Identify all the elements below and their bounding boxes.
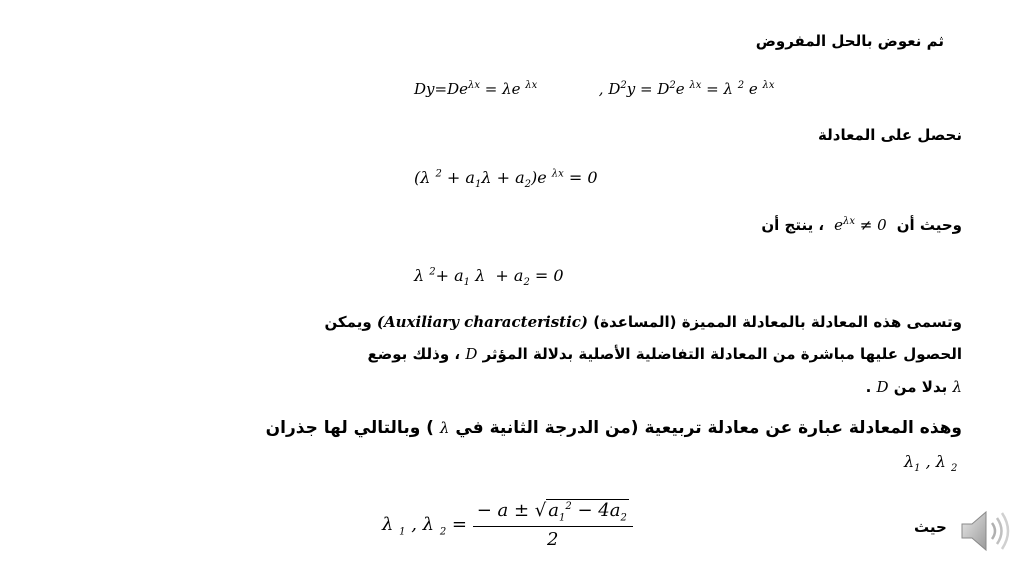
lambda-symbol-2: λ [439, 419, 450, 437]
operator-D: D [465, 345, 478, 363]
can-text: ويمكن [324, 313, 372, 331]
roots-denominator: 2 [547, 528, 559, 550]
operator-D-2: D [876, 378, 889, 396]
by-setting-text: ، وذلك بوضع [367, 345, 461, 363]
equation-derivatives: $Dy=De^{\lambda x} = \lambda e$ $^{\lambda x}$ , $D^2y = D^2e$ $^{\lambda x}$ = λ $^2$ e $^{\lambda x}$ [414, 80, 775, 98]
roots-numerator: − a ± √ $a_1^2 - 4a_2$ [473, 500, 633, 527]
lambda-symbol: λ [952, 378, 962, 396]
auxiliary-text: وتسمى هذه المعادلة بالمعادلة المميزة (المساعدة) [593, 313, 962, 331]
since-text [761, 216, 962, 234]
where-text: حيث [914, 518, 947, 536]
paragraph-line-1 [324, 313, 962, 331]
roots-fraction [473, 500, 633, 550]
derive-text: الحصول عليها مباشرة من المعادلة التفاضلية الأصلية بدلالة المؤثر [482, 345, 962, 363]
since-label: وحيث أن [896, 216, 962, 234]
speaker-icon[interactable] [958, 506, 1014, 556]
quadratic-text-start: وهذه المعادلة عبارة عن معادلة تربيعية (من الدرجة الثانية في [455, 418, 962, 438]
roots-formula: λ $_1$ , λ $_2$ = $\frac{- a \pm √ a_1^2 - 4a_2}{2}$ [382, 500, 633, 550]
paragraph-line-2 [368, 345, 962, 363]
implies-label: ، ينتج أن [761, 216, 825, 234]
paragraph-line-3: λ بدلا من D . [865, 378, 962, 396]
instead-of-text: بدلا من [893, 378, 948, 396]
characteristic-equation: λ $^2+ a_1$ $\lambda + a_2 = 0$ [414, 266, 564, 289]
obtain-text: نحصل على المعادلة [818, 126, 962, 144]
quadratic-text [266, 418, 962, 438]
auxiliary-english: (Auxiliary characteristic) [376, 313, 589, 331]
quadratic-text-end: ) وبالتالي لها جذران [265, 418, 434, 438]
equation-factored: (λ $^2 + a_1\lambda + a_2)e$ $^{\lambda x}$ = 0 [414, 168, 598, 191]
nonzero-expression: $e^{\lambda x} \ne 0$ [829, 216, 892, 234]
roots-symbols: $\lambda_1$ , λ $_2$ [904, 452, 958, 475]
intro-text: ثم نعوض بالحل المفروض [755, 32, 944, 50]
